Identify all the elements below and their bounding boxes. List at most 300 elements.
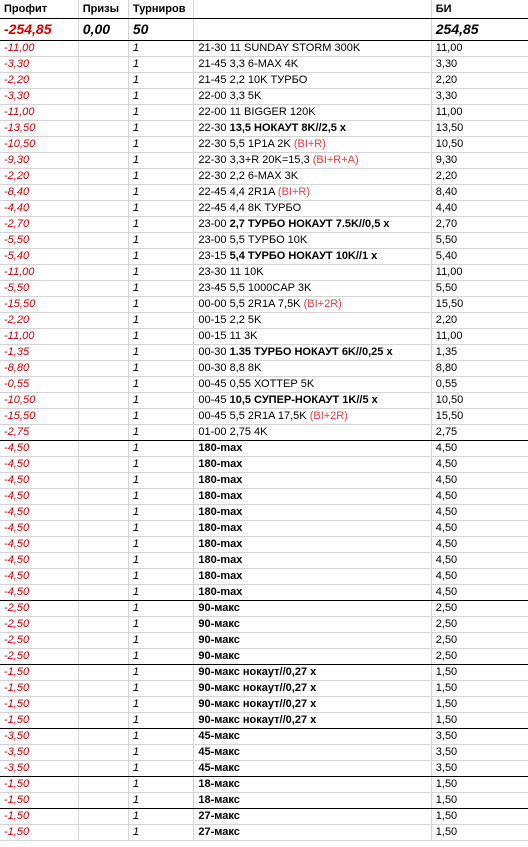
cell-profit[interactable]: -4,50 xyxy=(0,457,78,473)
cell-profit[interactable]: -4,50 xyxy=(0,537,78,553)
cell-name[interactable] xyxy=(194,233,431,249)
cell-name[interactable] xyxy=(194,281,431,297)
cell-profit[interactable]: -5,50 xyxy=(0,233,78,249)
cell-name[interactable] xyxy=(194,697,431,713)
cell-prizes[interactable] xyxy=(78,105,128,121)
cell-bi[interactable]: 10,50 xyxy=(431,137,528,153)
total-tournaments[interactable]: 50 xyxy=(128,19,193,41)
cell-bi[interactable]: 3,30 xyxy=(431,89,528,105)
cell-bi[interactable]: 8,40 xyxy=(431,185,528,201)
cell-bi[interactable]: 2,50 xyxy=(431,633,528,649)
cell-bi[interactable]: 2,50 xyxy=(431,617,528,633)
cell-tournaments[interactable]: 1 xyxy=(128,633,193,649)
tournament-name: 11 10K xyxy=(229,266,264,278)
cell-tournaments[interactable]: 1 xyxy=(128,169,193,185)
cell-prizes[interactable] xyxy=(78,393,128,409)
table-row xyxy=(0,185,528,201)
header-tournaments[interactable]: Турниров xyxy=(128,0,193,19)
cell-name[interactable] xyxy=(194,377,431,393)
start-time: 22-30 xyxy=(198,154,227,166)
tournament-name: 180-max xyxy=(198,490,243,502)
cell-name[interactable] xyxy=(194,793,431,809)
cell-name[interactable] xyxy=(194,457,431,473)
cell-name[interactable] xyxy=(194,745,431,761)
cell-prizes[interactable] xyxy=(78,297,128,313)
tournament-name: 180-max xyxy=(198,522,243,534)
table-row xyxy=(0,153,528,169)
cell-bi[interactable]: 3,50 xyxy=(431,761,528,777)
cell-bi[interactable]: 4,50 xyxy=(431,569,528,585)
cell-profit[interactable]: -1,50 xyxy=(0,713,78,729)
cell-prizes[interactable] xyxy=(78,569,128,585)
table-row xyxy=(0,521,528,537)
cell-bi[interactable]: 4,50 xyxy=(431,537,528,553)
table-row xyxy=(0,649,528,665)
cell-bi[interactable]: 11,00 xyxy=(431,105,528,121)
cell-prizes[interactable] xyxy=(78,89,128,105)
cell-tournaments[interactable]: 1 xyxy=(128,233,193,249)
cell-tournaments[interactable]: 1 xyxy=(128,217,193,233)
cell-profit[interactable]: -4,50 xyxy=(0,489,78,505)
cell-prizes[interactable] xyxy=(78,473,128,489)
header-prizes[interactable]: Призы xyxy=(78,0,128,19)
cell-bi[interactable]: 5,50 xyxy=(431,233,528,249)
cell-prizes[interactable] xyxy=(78,249,128,265)
table-row xyxy=(0,201,528,217)
cell-profit[interactable]: -1,50 xyxy=(0,825,78,841)
cell-prizes[interactable] xyxy=(78,217,128,233)
cell-profit[interactable]: -2,50 xyxy=(0,649,78,665)
cell-tournaments[interactable]: 1 xyxy=(128,409,193,425)
cell-profit[interactable]: -2,75 xyxy=(0,425,78,441)
cell-tournaments[interactable]: 1 xyxy=(128,457,193,473)
tournament-name: 45-макс xyxy=(198,762,240,774)
cell-bi[interactable]: 11,00 xyxy=(431,329,528,345)
cell-profit[interactable]: -1,50 xyxy=(0,665,78,681)
cell-name[interactable] xyxy=(194,169,431,185)
cell-name[interactable] xyxy=(194,409,431,425)
cell-tournaments[interactable]: 1 xyxy=(128,73,193,89)
cell-prizes[interactable] xyxy=(78,169,128,185)
cell-tournaments[interactable]: 1 xyxy=(128,89,193,105)
tournament-name: 18-макс xyxy=(198,794,240,806)
cell-tournaments[interactable]: 1 xyxy=(128,185,193,201)
cell-tournaments[interactable]: 1 xyxy=(128,345,193,361)
cell-bi[interactable]: 4,50 xyxy=(431,473,528,489)
cell-bi[interactable]: 4,50 xyxy=(431,441,528,457)
cell-name[interactable] xyxy=(194,825,431,841)
cell-prizes[interactable] xyxy=(78,681,128,697)
cell-bi[interactable]: 8,80 xyxy=(431,361,528,377)
cell-name[interactable] xyxy=(194,665,431,681)
cell-profit[interactable]: -9,30 xyxy=(0,153,78,169)
cell-profit[interactable]: -11,00 xyxy=(0,105,78,121)
cell-name[interactable] xyxy=(194,73,431,89)
cell-profit[interactable]: -4,50 xyxy=(0,473,78,489)
cell-profit[interactable]: -3,50 xyxy=(0,729,78,745)
cell-prizes[interactable] xyxy=(78,329,128,345)
cell-tournaments[interactable]: 1 xyxy=(128,121,193,137)
cell-bi[interactable]: 4,40 xyxy=(431,201,528,217)
cell-prizes[interactable] xyxy=(78,41,128,57)
cell-bi[interactable]: 1,50 xyxy=(431,697,528,713)
cell-profit[interactable]: -15,50 xyxy=(0,409,78,425)
cell-tournaments[interactable]: 1 xyxy=(128,569,193,585)
cell-prizes[interactable] xyxy=(78,793,128,809)
cell-prizes[interactable] xyxy=(78,649,128,665)
start-time: 21-30 xyxy=(198,42,227,54)
cell-name[interactable] xyxy=(194,633,431,649)
cell-bi[interactable]: 3,50 xyxy=(431,729,528,745)
rebuy-note: (BI+2R) xyxy=(303,298,342,310)
cell-bi[interactable]: 1,50 xyxy=(431,777,528,793)
table-row xyxy=(0,585,528,601)
cell-tournaments[interactable]: 1 xyxy=(128,713,193,729)
cell-tournaments[interactable]: 1 xyxy=(128,41,193,57)
cell-prizes[interactable] xyxy=(78,457,128,473)
cell-profit[interactable]: -13,50 xyxy=(0,121,78,137)
cell-bi[interactable]: 4,50 xyxy=(431,505,528,521)
cell-profit[interactable]: -3,50 xyxy=(0,745,78,761)
table-row xyxy=(0,249,528,265)
table-row xyxy=(0,105,528,121)
cell-profit[interactable]: -5,40 xyxy=(0,249,78,265)
cell-profit[interactable]: -0,55 xyxy=(0,377,78,393)
cell-name[interactable] xyxy=(194,729,431,745)
cell-profit[interactable]: -10,50 xyxy=(0,137,78,153)
cell-tournaments[interactable]: 1 xyxy=(128,585,193,601)
cell-profit[interactable]: -1,50 xyxy=(0,777,78,793)
cell-bi[interactable]: 15,50 xyxy=(431,409,528,425)
cell-prizes[interactable] xyxy=(78,409,128,425)
cell-prizes[interactable] xyxy=(78,521,128,537)
cell-name[interactable] xyxy=(194,201,431,217)
cell-bi[interactable]: 2,20 xyxy=(431,169,528,185)
cell-tournaments[interactable]: 1 xyxy=(128,105,193,121)
cell-prizes[interactable] xyxy=(78,761,128,777)
cell-profit[interactable]: -10,50 xyxy=(0,393,78,409)
cell-bi[interactable]: 11,00 xyxy=(431,41,528,57)
cell-prizes[interactable] xyxy=(78,537,128,553)
tournament-name: 0,55 ХОТТЕР 5K xyxy=(229,378,315,390)
cell-bi[interactable]: 2,20 xyxy=(431,313,528,329)
cell-name[interactable] xyxy=(194,649,431,665)
cell-profit[interactable]: -15,50 xyxy=(0,297,78,313)
cell-name[interactable] xyxy=(194,569,431,585)
cell-tournaments[interactable]: 1 xyxy=(128,361,193,377)
cell-profit[interactable]: -11,00 xyxy=(0,41,78,57)
cell-prizes[interactable] xyxy=(78,313,128,329)
cell-tournaments[interactable]: 1 xyxy=(128,745,193,761)
cell-prizes[interactable] xyxy=(78,697,128,713)
cell-bi[interactable]: 15,50 xyxy=(431,297,528,313)
cell-bi[interactable]: 5,50 xyxy=(431,281,528,297)
tournament-name: 10,5 СУПЕР-НОКАУТ 1K//5 х xyxy=(229,394,378,406)
cell-tournaments[interactable]: 1 xyxy=(128,297,193,313)
cell-bi[interactable]: 13,50 xyxy=(431,121,528,137)
cell-name[interactable] xyxy=(194,761,431,777)
cell-prizes[interactable] xyxy=(78,825,128,841)
cell-prizes[interactable] xyxy=(78,377,128,393)
cell-prizes[interactable] xyxy=(78,585,128,601)
cell-bi[interactable]: 1,50 xyxy=(431,713,528,729)
cell-prizes[interactable] xyxy=(78,441,128,457)
cell-profit[interactable]: -1,50 xyxy=(0,793,78,809)
start-time: 00-30 xyxy=(198,346,227,358)
cell-prizes[interactable] xyxy=(78,281,128,297)
start-time: 22-30 xyxy=(198,122,227,134)
cell-name[interactable] xyxy=(194,681,431,697)
cell-profit[interactable]: -3,30 xyxy=(0,57,78,73)
cell-name[interactable] xyxy=(194,297,431,313)
table-row xyxy=(0,633,528,649)
cell-bi[interactable]: 4,50 xyxy=(431,457,528,473)
cell-name[interactable] xyxy=(194,313,431,329)
cell-tournaments[interactable]: 1 xyxy=(128,505,193,521)
tournament-name: 45-макс xyxy=(198,746,240,758)
cell-name[interactable] xyxy=(194,345,431,361)
cell-profit[interactable]: -3,30 xyxy=(0,89,78,105)
cell-tournaments[interactable]: 1 xyxy=(128,281,193,297)
cell-tournaments[interactable]: 1 xyxy=(128,425,193,441)
cell-name[interactable] xyxy=(194,329,431,345)
cell-prizes[interactable] xyxy=(78,265,128,281)
cell-bi[interactable]: 2,50 xyxy=(431,649,528,665)
cell-prizes[interactable] xyxy=(78,153,128,169)
cell-tournaments[interactable]: 1 xyxy=(128,809,193,825)
cell-prizes[interactable] xyxy=(78,57,128,73)
total-profit[interactable]: -254,85 xyxy=(0,19,78,41)
cell-prizes[interactable] xyxy=(78,201,128,217)
cell-tournaments[interactable]: 1 xyxy=(128,793,193,809)
total-bi[interactable]: 254,85 xyxy=(431,19,528,41)
cell-tournaments[interactable]: 1 xyxy=(128,249,193,265)
cell-tournaments[interactable]: 1 xyxy=(128,393,193,409)
cell-tournaments[interactable]: 1 xyxy=(128,489,193,505)
cell-tournaments[interactable]: 1 xyxy=(128,825,193,841)
cell-name[interactable] xyxy=(194,185,431,201)
cell-profit[interactable]: -1,50 xyxy=(0,809,78,825)
tournament-name: 11 BIGGER 120K xyxy=(229,106,316,118)
header-bi[interactable]: БИ xyxy=(431,0,528,19)
cell-profit[interactable]: -4,50 xyxy=(0,521,78,537)
cell-bi[interactable]: 1,35 xyxy=(431,345,528,361)
cell-tournaments[interactable]: 1 xyxy=(128,697,193,713)
cell-tournaments[interactable]: 1 xyxy=(128,601,193,617)
cell-bi[interactable]: 1,50 xyxy=(431,793,528,809)
cell-name[interactable] xyxy=(194,57,431,73)
cell-tournaments[interactable]: 1 xyxy=(128,553,193,569)
cell-profit[interactable]: -4,50 xyxy=(0,505,78,521)
cell-prizes[interactable] xyxy=(78,809,128,825)
cell-bi[interactable]: 0,55 xyxy=(431,377,528,393)
cell-tournaments[interactable]: 1 xyxy=(128,729,193,745)
cell-profit[interactable]: -3,50 xyxy=(0,761,78,777)
cell-profit[interactable]: -1,35 xyxy=(0,345,78,361)
cell-bi[interactable]: 4,50 xyxy=(431,489,528,505)
cell-profit[interactable]: -2,50 xyxy=(0,633,78,649)
cell-tournaments[interactable]: 1 xyxy=(128,473,193,489)
cell-tournaments[interactable]: 1 xyxy=(128,329,193,345)
table-row xyxy=(0,73,528,89)
cell-name[interactable] xyxy=(194,153,431,169)
cell-bi[interactable]: 3,50 xyxy=(431,745,528,761)
cell-profit[interactable]: -2,50 xyxy=(0,617,78,633)
cell-bi[interactable]: 10,50 xyxy=(431,393,528,409)
cell-tournaments[interactable]: 1 xyxy=(128,665,193,681)
cell-bi[interactable]: 9,30 xyxy=(431,153,528,169)
cell-name[interactable] xyxy=(194,617,431,633)
cell-bi[interactable]: 2,20 xyxy=(431,73,528,89)
cell-name[interactable] xyxy=(194,265,431,281)
total-name[interactable] xyxy=(194,19,431,41)
tournament-name: 180-max xyxy=(198,570,243,582)
cell-tournaments[interactable]: 1 xyxy=(128,777,193,793)
cell-profit[interactable]: -1,50 xyxy=(0,697,78,713)
cell-prizes[interactable] xyxy=(78,729,128,745)
cell-profit[interactable]: -11,00 xyxy=(0,329,78,345)
cell-profit[interactable]: -2,20 xyxy=(0,313,78,329)
cell-tournaments[interactable]: 1 xyxy=(128,521,193,537)
cell-tournaments[interactable]: 1 xyxy=(128,265,193,281)
tournament-name: 2,2 10K ТУРБО xyxy=(229,74,308,86)
cell-name[interactable] xyxy=(194,425,431,441)
cell-name[interactable] xyxy=(194,249,431,265)
total-prizes[interactable]: 0,00 xyxy=(78,19,128,41)
cell-name[interactable] xyxy=(194,553,431,569)
cell-tournaments[interactable]: 1 xyxy=(128,617,193,633)
cell-tournaments[interactable]: 1 xyxy=(128,313,193,329)
cell-prizes[interactable] xyxy=(78,745,128,761)
start-time: 23-30 xyxy=(198,266,227,278)
cell-name[interactable] xyxy=(194,489,431,505)
header-profit[interactable]: Профит xyxy=(0,0,78,19)
totals-row xyxy=(0,19,528,41)
cell-profit[interactable]: -4,50 xyxy=(0,585,78,601)
cell-bi[interactable]: 1,50 xyxy=(431,665,528,681)
cell-profit[interactable]: -8,40 xyxy=(0,185,78,201)
cell-prizes[interactable] xyxy=(78,665,128,681)
header-name[interactable] xyxy=(194,0,431,19)
cell-tournaments[interactable]: 1 xyxy=(128,201,193,217)
cell-profit[interactable]: -2,20 xyxy=(0,73,78,89)
cell-prizes[interactable] xyxy=(78,345,128,361)
cell-name[interactable] xyxy=(194,809,431,825)
cell-tournaments[interactable]: 1 xyxy=(128,681,193,697)
cell-name[interactable] xyxy=(194,777,431,793)
tournament-name: 3,3+R 20K=15,3 xyxy=(229,154,310,166)
cell-prizes[interactable] xyxy=(78,361,128,377)
cell-tournaments[interactable]: 1 xyxy=(128,57,193,73)
cell-bi[interactable]: 1,50 xyxy=(431,825,528,841)
cell-prizes[interactable] xyxy=(78,505,128,521)
cell-tournaments[interactable]: 1 xyxy=(128,377,193,393)
cell-prizes[interactable] xyxy=(78,601,128,617)
cell-name[interactable] xyxy=(194,41,431,57)
cell-profit[interactable]: -5,50 xyxy=(0,281,78,297)
cell-prizes[interactable] xyxy=(78,617,128,633)
tournament-name: 45-макс xyxy=(198,730,240,742)
start-time: 00-30 xyxy=(198,362,227,374)
cell-prizes[interactable] xyxy=(78,777,128,793)
cell-bi[interactable]: 4,50 xyxy=(431,585,528,601)
cell-bi[interactable]: 5,40 xyxy=(431,249,528,265)
cell-name[interactable] xyxy=(194,137,431,153)
cell-bi[interactable]: 4,50 xyxy=(431,521,528,537)
cell-prizes[interactable] xyxy=(78,553,128,569)
cell-prizes[interactable] xyxy=(78,425,128,441)
cell-name[interactable] xyxy=(194,217,431,233)
cell-prizes[interactable] xyxy=(78,73,128,89)
cell-profit[interactable]: -2,50 xyxy=(0,601,78,617)
cell-tournaments[interactable]: 1 xyxy=(128,537,193,553)
cell-bi[interactable]: 2,50 xyxy=(431,601,528,617)
start-time: 22-45 xyxy=(198,202,227,214)
cell-prizes[interactable] xyxy=(78,633,128,649)
cell-tournaments[interactable]: 1 xyxy=(128,153,193,169)
cell-bi[interactable]: 11,00 xyxy=(431,265,528,281)
cell-name[interactable] xyxy=(194,473,431,489)
cell-tournaments[interactable]: 1 xyxy=(128,137,193,153)
cell-name[interactable] xyxy=(194,521,431,537)
tournament-name: 5,5 ТУРБО 10K xyxy=(229,234,308,246)
cell-prizes[interactable] xyxy=(78,489,128,505)
cell-profit[interactable]: -11,00 xyxy=(0,265,78,281)
cell-name[interactable] xyxy=(194,585,431,601)
cell-profit[interactable]: -4,50 xyxy=(0,569,78,585)
cell-bi[interactable]: 1,50 xyxy=(431,809,528,825)
cell-profit[interactable]: -2,20 xyxy=(0,169,78,185)
tournament-name: 11 SUNDAY STORM 300K xyxy=(229,42,361,54)
tournament-name: 180-max xyxy=(198,586,243,598)
cell-name[interactable] xyxy=(194,121,431,137)
cell-prizes[interactable] xyxy=(78,233,128,249)
cell-name[interactable] xyxy=(194,537,431,553)
tournament-name: 180-max xyxy=(198,506,243,518)
cell-name[interactable] xyxy=(194,89,431,105)
cell-prizes[interactable] xyxy=(78,713,128,729)
cell-name[interactable] xyxy=(194,105,431,121)
cell-prizes[interactable] xyxy=(78,185,128,201)
cell-name[interactable] xyxy=(194,441,431,457)
cell-tournaments[interactable]: 1 xyxy=(128,441,193,457)
cell-bi[interactable]: 2,75 xyxy=(431,425,528,441)
cell-tournaments[interactable]: 1 xyxy=(128,649,193,665)
cell-name[interactable] xyxy=(194,601,431,617)
cell-bi[interactable]: 1,50 xyxy=(431,681,528,697)
cell-profit[interactable]: -8,80 xyxy=(0,361,78,377)
table-row xyxy=(0,329,528,345)
tournament-name: 27-макс xyxy=(198,826,240,838)
cell-name[interactable] xyxy=(194,361,431,377)
cell-profit[interactable]: -2,70 xyxy=(0,217,78,233)
cell-bi[interactable]: 4,50 xyxy=(431,553,528,569)
cell-prizes[interactable] xyxy=(78,121,128,137)
cell-tournaments[interactable]: 1 xyxy=(128,761,193,777)
cell-prizes[interactable] xyxy=(78,137,128,153)
cell-name[interactable] xyxy=(194,393,431,409)
cell-profit[interactable]: -1,50 xyxy=(0,681,78,697)
cell-bi[interactable]: 2,70 xyxy=(431,217,528,233)
tournament-name: 5,4 ТУРБО НОКАУТ 10K//1 х xyxy=(229,250,378,262)
cell-name[interactable] xyxy=(194,505,431,521)
header-row xyxy=(0,0,528,19)
cell-name[interactable] xyxy=(194,713,431,729)
cell-profit[interactable]: -4,50 xyxy=(0,553,78,569)
cell-profit[interactable]: -4,40 xyxy=(0,201,78,217)
cell-profit[interactable]: -4,50 xyxy=(0,441,78,457)
cell-bi[interactable]: 3,30 xyxy=(431,57,528,73)
